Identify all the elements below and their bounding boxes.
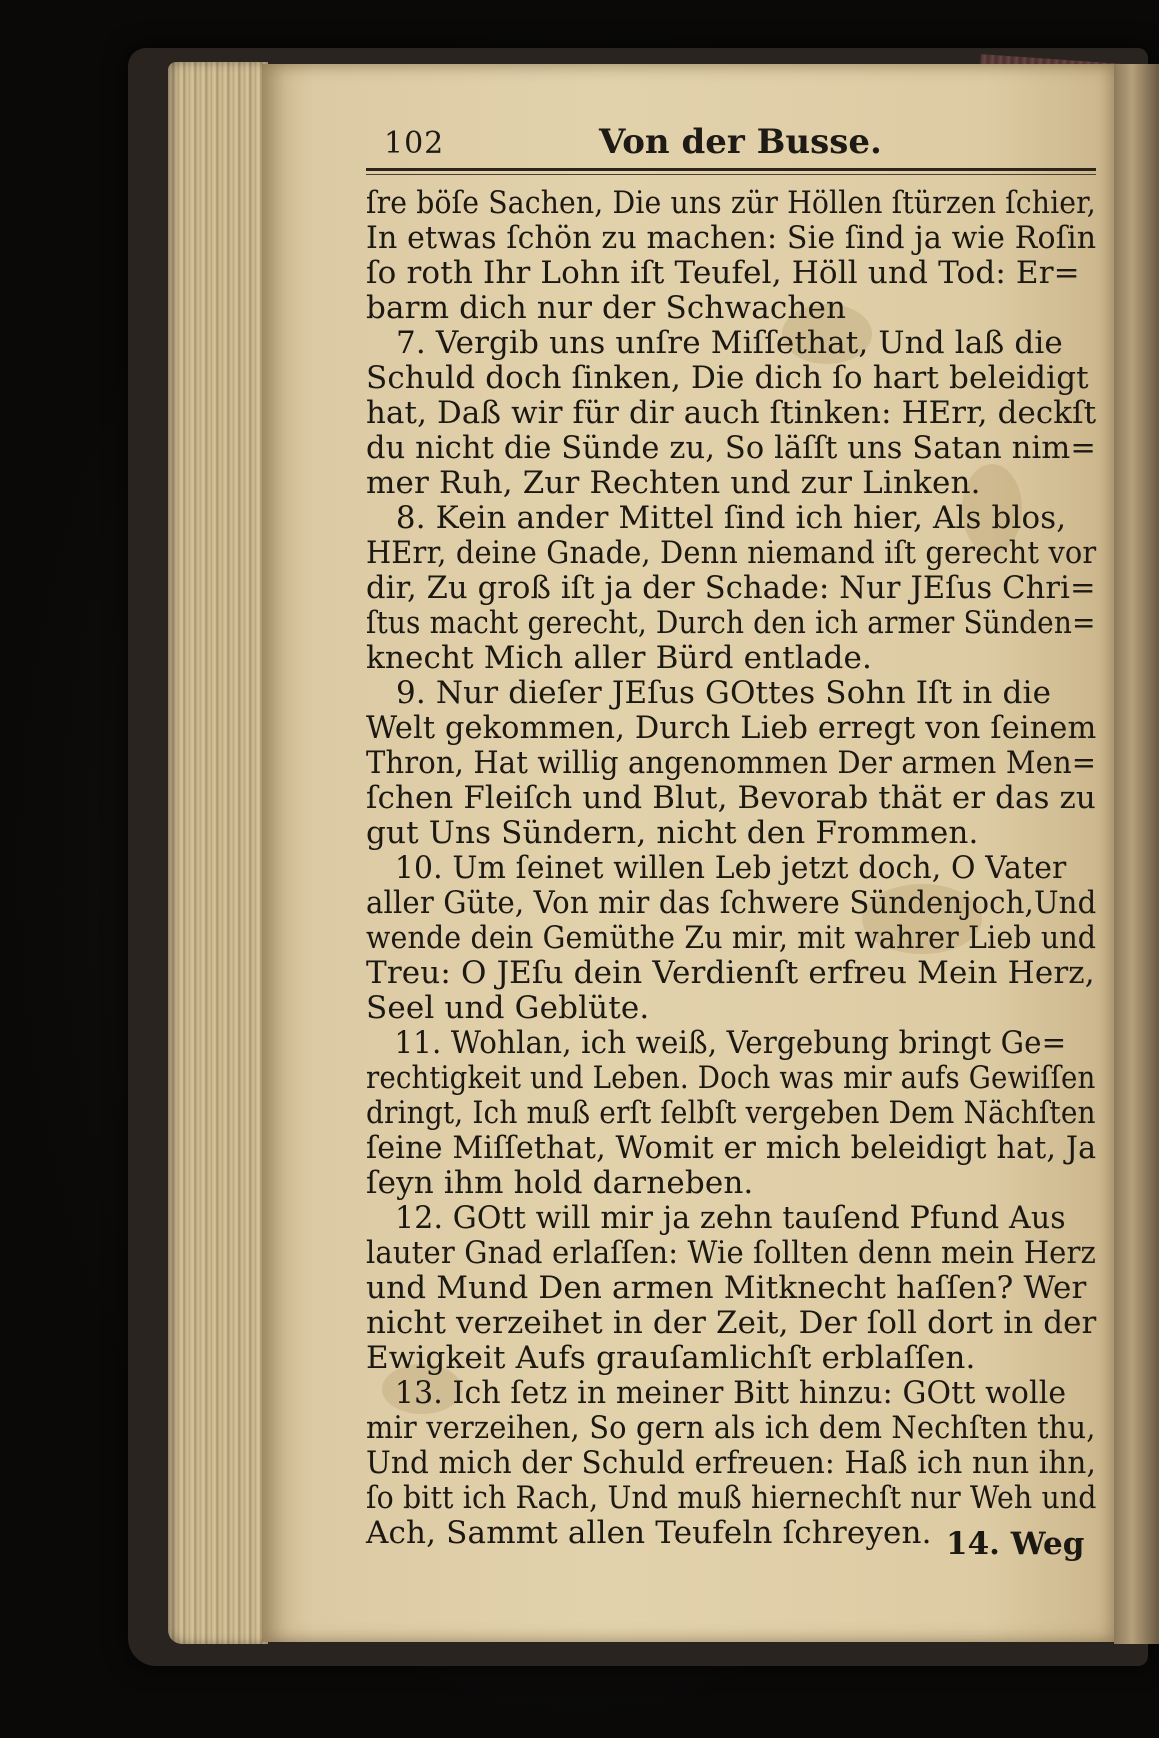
text-line: Welt gekommen, Durch Lieb erregt von ſeinem bbox=[366, 710, 1097, 746]
text-line: ſchen Fleiſch und Blut, Bevorab thät er das zu bbox=[366, 780, 1096, 816]
text-line: und Mund Den armen Mitknecht haſſen? Wer bbox=[366, 1270, 1087, 1306]
text-line: ſeyn ihm hold darneben. bbox=[366, 1165, 754, 1201]
verse-start-line: 8. Kein ander Mittel ſind ich hier, Als blos, bbox=[395, 500, 1067, 536]
verse-start-line: 12. GOtt will mir ja zehn tauſend Pfund Aus bbox=[395, 1200, 1066, 1236]
text-line: ſeine Miſſethat, Womit er mich beleidigt hat, Ja bbox=[366, 1130, 1097, 1166]
text-line: Und mich der Schuld erfreuen: Haß ich nun ihn, bbox=[366, 1445, 1096, 1481]
text-line: Thron, Hat willig angenommen Der armen Men= bbox=[366, 745, 1097, 781]
running-title: Von der Busse. bbox=[599, 122, 882, 162]
text-line: Schuld doch ſinken, Die dich ſo hart beleidigt bbox=[366, 360, 1089, 396]
catchword: 14. Weg bbox=[946, 1526, 1085, 1562]
text-line: wende dein Gemüthe Zu mir, mit wahrer Lieb und bbox=[366, 920, 1097, 956]
verse-start-line: 7. Vergib uns unſre Miſſethat, Und laß die bbox=[396, 325, 1063, 361]
verse-start-line: 10. Um ſeinet willen Leb jetzt doch, O Vater bbox=[394, 850, 1067, 886]
text-line: gut Uns Sündern, nicht den Frommen. bbox=[366, 815, 979, 851]
page-header bbox=[384, 116, 1104, 172]
page-edges bbox=[168, 62, 268, 1644]
text-line: mir verzeihen, So gern als ich dem Nechſten thu, bbox=[366, 1410, 1096, 1446]
text-line: lauter Gnad erlaſſen: Wie ſollten denn mein Herz bbox=[366, 1235, 1096, 1271]
text-line: Ach, Sammt allen Teufeln ſchreyen. bbox=[366, 1515, 932, 1551]
text-line: Ewigkeit Aufs grauſamlichſt erblaſſen. bbox=[366, 1340, 976, 1376]
text-line: Seel und Geblüte. bbox=[366, 990, 650, 1026]
text-line: In etwas ſchön zu machen: Sie ſind ja wie Roſin bbox=[366, 220, 1097, 256]
text-line: du nicht die Sünde zu, So läſſt uns Satan nim= bbox=[366, 430, 1096, 466]
text-line: HErr, deine Gnade, Denn niemand iſt gerecht vor bbox=[366, 535, 1097, 571]
verse-start-line: 13. Ich ſetz in meiner Bitt hinzu: GOtt wolle bbox=[394, 1375, 1067, 1411]
text-line: knecht Mich aller Bürd entlade. bbox=[366, 640, 873, 676]
text-line: mer Ruh, Zur Rechten und zur Linken. bbox=[366, 465, 981, 501]
header-rule bbox=[366, 168, 1096, 171]
text-line: hat, Daß wir für dir auch ſtinken: HErr, deckſt bbox=[366, 395, 1097, 431]
text-line: Treu: O JEſu dein Verdienſt erfreu Mein Herz, bbox=[366, 955, 1095, 991]
text-line: barm dich nur der Schwachen bbox=[366, 290, 847, 326]
verse-start-line: 9. Nur dieſer JEſus GOttes Sohn Iſt in die bbox=[396, 675, 1052, 711]
facing-page-edge bbox=[1114, 64, 1159, 1644]
header-rule-thin bbox=[366, 174, 1096, 175]
text-line: nicht verzeihet in der Zeit, Der ſoll dort in der bbox=[366, 1305, 1097, 1341]
text-line: ſtus macht gerecht, Durch den ich armer Sünden= bbox=[366, 605, 1096, 641]
text-line: ſre böſe Sachen, Die uns zür Höllen ſtürzen ſchier, bbox=[366, 185, 1096, 221]
text-line: aller Güte, Von mir das ſchwere Sündenjoch,Und bbox=[366, 885, 1097, 921]
verse-start-line: 11. Wohlan, ich weiß, Vergebung bringt Ge= bbox=[394, 1025, 1067, 1061]
body-text bbox=[366, 186, 1098, 1551]
text-line: dringt, Ich muß erſt ſelbſt vergeben Dem Nächſten bbox=[366, 1095, 1096, 1131]
text-line: rechtigkeit und Leben. Doch was mir aufs Gewiſſen bbox=[366, 1060, 1096, 1096]
text-line: ſo roth Ihr Lohn iſt Teufel, Höll und Tod: Er= bbox=[366, 255, 1080, 291]
text-line: ſo bitt ich Rach, Und muß hiernechſt nur Weh und bbox=[366, 1480, 1097, 1516]
page-number: 102 bbox=[384, 126, 445, 161]
text-line: dir, Zu groß iſt ja der Schade: Nur JEſus Chri= bbox=[366, 570, 1096, 606]
